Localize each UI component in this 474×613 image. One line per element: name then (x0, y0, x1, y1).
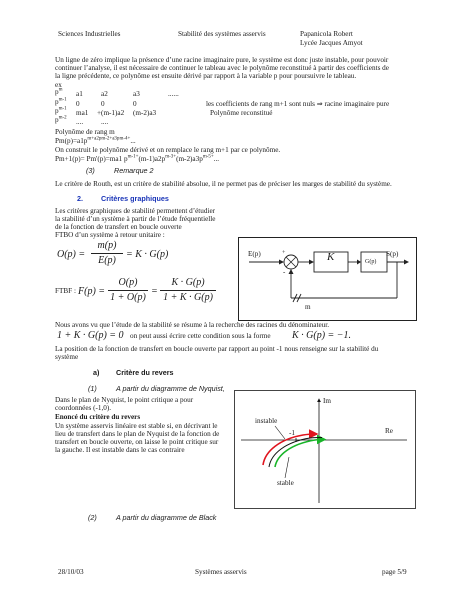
header-left: Sciences Industrielles (58, 30, 121, 38)
feedback-label: m (305, 303, 311, 311)
footer-page: page 5/9 (382, 568, 407, 576)
revers-b2: lieu de transfert dans le plan de Nyquist de la fonction de (55, 430, 220, 438)
nyq-l2: coordonnées (-1,0). (55, 404, 112, 412)
ftbo-den: E(p) (98, 255, 116, 266)
sub-1-num: (1) (88, 384, 97, 393)
stable-label: stable (277, 479, 294, 487)
table-r1-c0: $p^m$ (55, 87, 63, 96)
table-r1-c1: a1 (76, 90, 83, 98)
im-label: Im (323, 397, 331, 405)
ftbo-num: m(p) (97, 240, 117, 251)
re-label: Re (385, 427, 393, 435)
footer-date: 28/10/03 (58, 568, 84, 576)
table-r2-c2: 0 (101, 100, 105, 108)
table-r1-c4: ...... (168, 90, 179, 98)
table-r2-c1: 0 (76, 100, 80, 108)
unstable-label: instable (255, 417, 278, 425)
k-arrowhead (309, 260, 314, 265)
ftbf-num2: K · G(p) (171, 277, 205, 288)
section2-num: 2. (77, 194, 83, 203)
poly-eq1: $Pm(p)=a1p^{m+a2pm-2+a3pm-4+}$... (55, 136, 136, 145)
header-school: Lycée Jacques Amyot (300, 39, 363, 47)
table-r2-c3: 0 (133, 100, 137, 108)
poly-sentence: On construit le polynôme dérivé et on remplace le rang m+1 par ce polynôme. (55, 146, 281, 154)
revers-b4: la gauche. Il est instable dans le cas contraire (55, 446, 185, 454)
intro-line1: Un ligne de zéro implique la présence d’une racine imaginaire pure, le système est donc juste instable, pour pouvoir (55, 56, 389, 64)
remark-num: (3) (86, 166, 95, 175)
revers-heading: Enoncé du critère du revers (55, 413, 141, 421)
ftbf-num: O(p) (118, 277, 138, 288)
header-center: Stabilité des systèmes asservis (178, 30, 266, 38)
ftbf-fraction-bar2 (160, 290, 216, 291)
table-r3-c2: +(m-1)a2 (97, 109, 125, 117)
sub-a-num: a) (93, 368, 100, 377)
table-note2: Polynôme reconstitué (210, 109, 273, 117)
intro-line2: continuer l’analyse, il est nécessaire de continuer le tableau avec le polynôme reconstitué à partir des coefficients de (55, 64, 389, 72)
ftbf-eq: = (151, 286, 158, 297)
table-r1-c2: a2 (101, 90, 108, 98)
stable-locus (275, 440, 325, 468)
header-author: Papanicola Robert (300, 30, 353, 38)
block-diagram (238, 237, 417, 321)
table-r4-c1: .... (76, 118, 84, 126)
table-r2-c0: $p^{m-1}$ (55, 97, 67, 106)
sub-a-title: Critère du revers (116, 368, 174, 377)
section2-title: Critères graphiques (101, 194, 169, 203)
revers-b1: Un système asservis linéaire est stable si, en décrivant le (55, 422, 218, 430)
table-r3-c3: (m-2)a3 (133, 109, 157, 117)
ftbo-fraction-bar (91, 253, 123, 254)
ftbf-den: 1 + O(p) (110, 292, 146, 303)
output-arrowhead (404, 260, 409, 265)
sub-2-title: A partir du diagramme de Black (116, 513, 217, 522)
sub-1-title: A partir du diagramme de Nyquist, (116, 384, 225, 393)
revers-b3: transfert en boucle ouverte, on laisse le point critique sur (55, 438, 219, 446)
unstable-pointer (275, 426, 285, 439)
graph-para-l3: de la fonction de transfert en boucle ouverte (55, 223, 182, 231)
sign-minus: - (283, 268, 286, 276)
poly-title: Polynôme de rang m (55, 128, 115, 136)
intro-ex: ex (55, 81, 62, 89)
graph-para-l4: FTBO d’un système à retour unitaire : (55, 231, 165, 239)
graph-para-l1: Les critères graphiques de stabilité permettent d’étudier (55, 207, 216, 215)
diagram-input-label: E(p) (248, 250, 261, 258)
plant-label: G(p) (365, 259, 377, 265)
nyquist-svg (235, 391, 415, 508)
sub-2-num: (2) (88, 513, 97, 522)
after-diag-mid: on peut aussi écrire cette condition sous la forme (130, 332, 271, 340)
nyq-l1: Dans le plan de Nyquist, le point critique a pour (55, 396, 194, 404)
stable-pointer (285, 457, 289, 478)
routh-paragraph: Le critère de Routh, est un critère de stabilité absolue, il ne permet pas de préciser les marges de stabilité du système. (55, 180, 392, 188)
ftbf-lhs: F(p) = (78, 286, 106, 297)
stability-eq-b: K · G(p) = −1. (292, 330, 352, 341)
graph-para-l2: la stabilité d’un système à partir de l’étude fréquentielle (55, 215, 216, 223)
footer-center: Systèmes asservis (195, 568, 247, 576)
after-diag-l1: Nous avons vu que l’étude de la stabilité se résume à la recherche des racines du dénominateur. (55, 321, 330, 329)
ftbf-fraction-bar (108, 290, 148, 291)
table-r4-c0: $p^{m-2}$ (55, 115, 67, 124)
input-arrowhead (279, 260, 284, 265)
remark-title: Remarque 2 (114, 166, 154, 175)
after-diag-l3: La position de la fonction de transfert en boucle ouverte par rapport au point -1 nous renseigne sur la stabilité du (55, 345, 379, 353)
ftbf-label: FTBF : (55, 287, 76, 295)
ftbf-den2: 1 + K · G(p) (163, 292, 213, 303)
ftbo-lhs: O(p) = (57, 249, 86, 260)
table-note1: les coefficients de rang m+1 sont nuls ⇒ racine imaginaire pure (206, 100, 390, 108)
after-diag-l4: système (55, 353, 79, 361)
nyquist-plot (234, 390, 416, 509)
intro-line3: la ligne précédente, ce polynôme est ensuite dérivé par rapport à la variable p pour poursuivre le tableau. (55, 72, 357, 80)
feedback-arrowhead (289, 269, 294, 274)
stability-eq-a: 1 + K · G(p) = 0 (57, 330, 124, 341)
g-arrowhead (357, 260, 361, 265)
poly-eq2: Pm+1(p)= Pm'(p)=ma1 $p^{m-1+}(m-1)a2p^{m-3+}(m-2)a3p^{m-5+}$... (55, 154, 220, 163)
table-r3-c1: ma1 (76, 109, 89, 117)
table-r1-c3: a3 (133, 90, 140, 98)
diagram-output-label: S(p) (386, 250, 399, 258)
table-r3-c0: $p^{m-1}$ (55, 106, 67, 115)
table-r4-c2: .... (101, 118, 109, 126)
critical-point-label: -1 (289, 429, 295, 437)
gain-label: K (327, 251, 335, 263)
ftbo-rhs: = K · G(p) (126, 249, 169, 260)
sign-plus: + (282, 250, 286, 256)
